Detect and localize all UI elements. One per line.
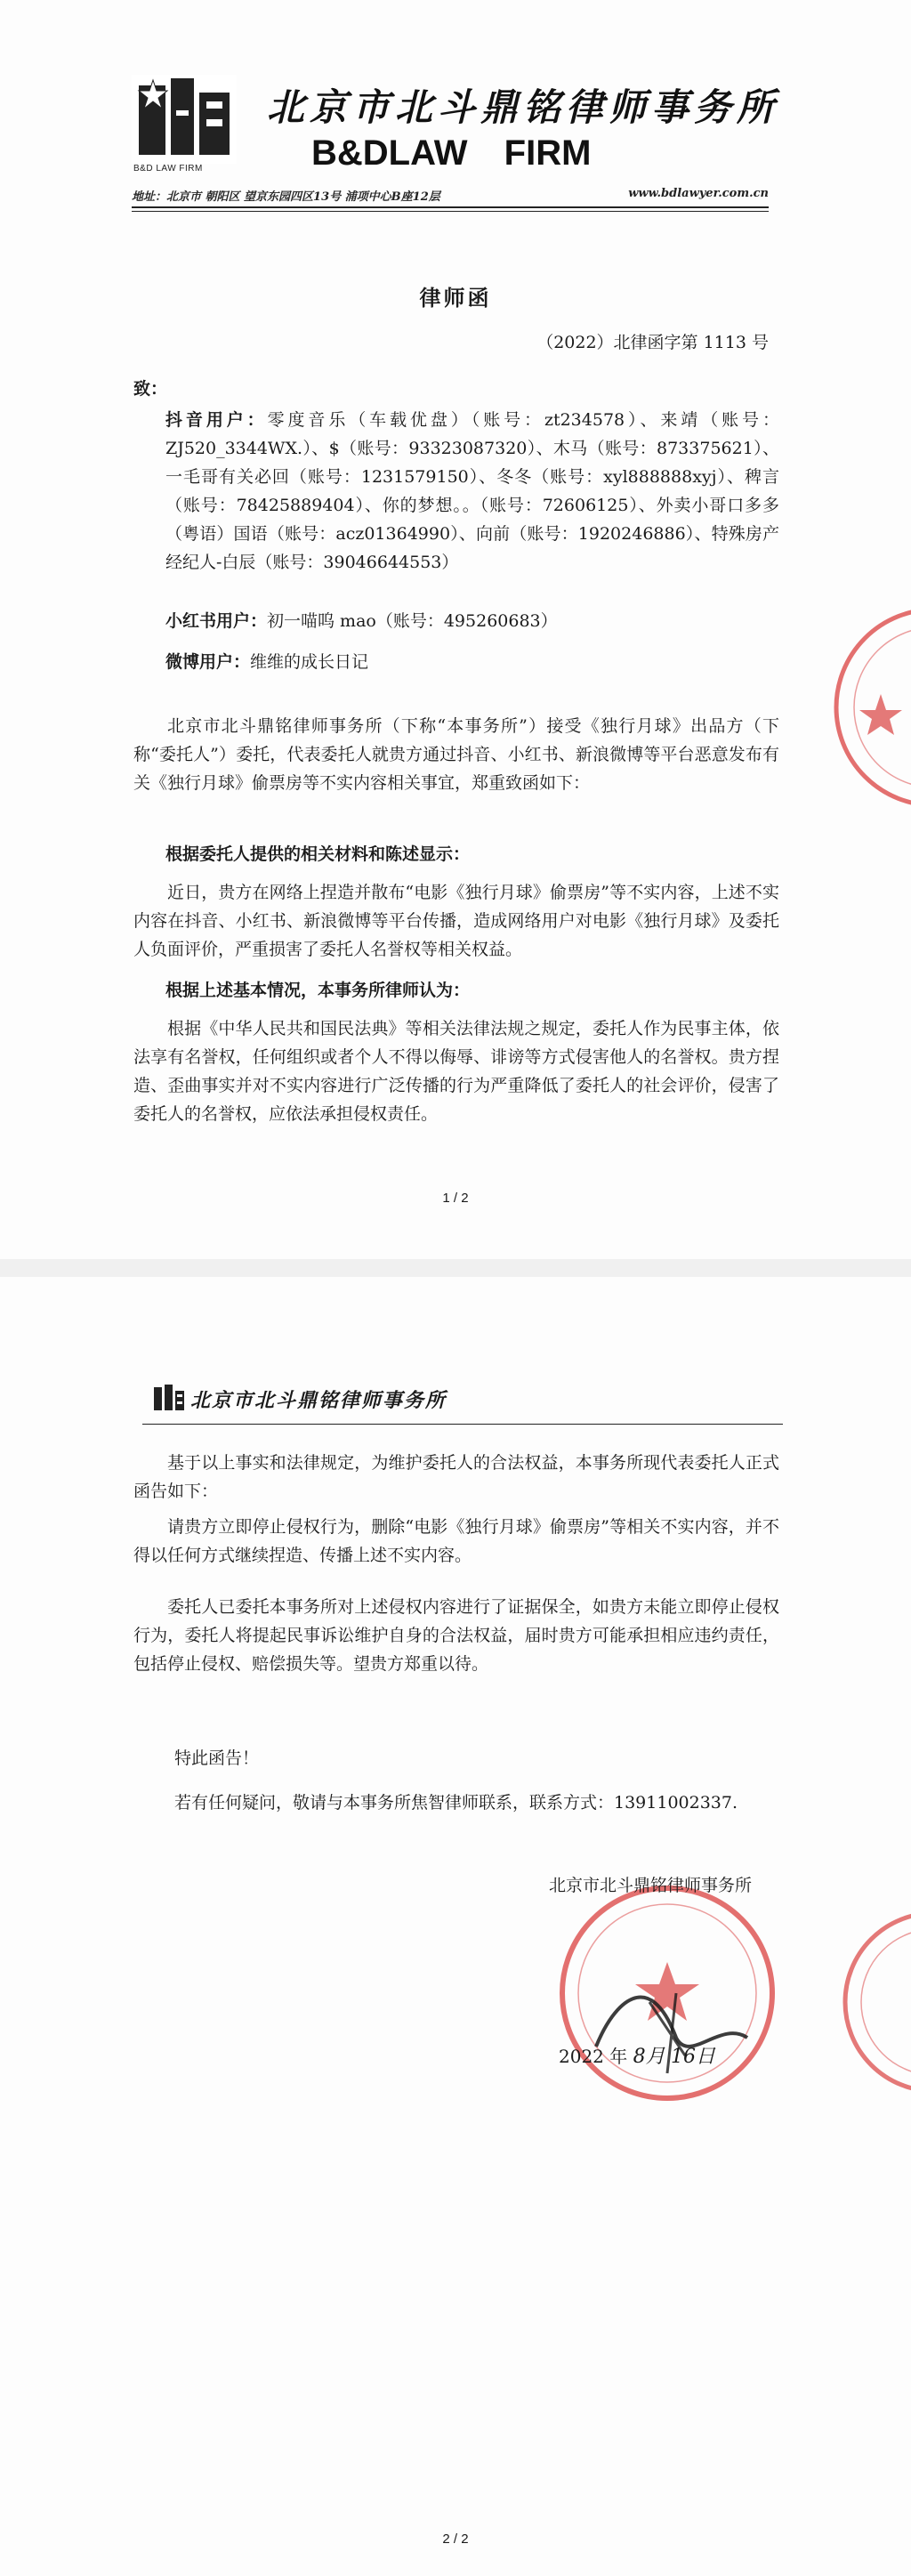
intro-paragraph: 北京市北斗鼎铭律师事务所（下称“本事务所”）接受《独行月球》出品方（下称“委托人”）委托，代表委托人就贵方通过抖音、小红书、新浪微博等平台恶意发布有关《独行月球》偷票房等不实内容相关事宜，郑重致函如下：: [133, 716, 779, 793]
firm-logo-small-icon: [153, 1384, 185, 1412]
heading-materials: 根据委托人提供的相关材料和陈述显示：: [165, 844, 471, 864]
signature-firm-name: 北京市北斗鼎铭律师事务所: [549, 1876, 753, 1895]
date-day: 16日: [670, 2046, 715, 2068]
xhs-label: 小红书用户：: [165, 611, 268, 631]
xhs-text: 初一喵呜 mao（账号：495260683）: [267, 611, 558, 631]
douyin-text: 零度音乐（车载优盘）（账号：zt234578）、来靖（账号：ZJ520_3344WX.）、$（账号：93323087320）、木马（账号：873375621）、一毛哥有关必回（账号：1231579150）、冬冬（账号：xyl888888xyj）、稗言（账号：78425889404）、你的梦想。。（账号：72606125）、外卖小哥口多多（粤语）国语（账号：acz01364990）、向前（账号：1920246886）、特殊房产经纪人-白辰（账号：39046644553）: [165, 410, 779, 572]
header-rule: [132, 206, 769, 208]
facts-paragraph: 近日，贵方在网络上捏造并散布“电影《独行月球》偷票房”等不实内容，上述不实内容在抖音、小红书、新浪微博等平台传播，造成网络用户对电影《独行月球》及委托人负面评价，严重损害了委托人名誉权等相关权益。: [133, 883, 779, 959]
seal-fragment-right-stamp: [827, 1904, 911, 2100]
address-line: [132, 187, 769, 204]
date-year: 2022 年: [559, 2046, 628, 2067]
contact-line: 若有任何疑问，敬请与本事务所焦智律师联系，联系方式：13911002337.: [174, 1793, 738, 1813]
firm-address: 地址：北京市 朝阳区 望京东园四区13号 浦项中心B座12层: [132, 190, 440, 204]
firm-logo-icon: [132, 75, 237, 164]
law-paragraph: 根据《中华人民共和国民法典》等相关法律法规之规定，委托人作为民事主体，依法享有名誉权，任何组织或者个人不得以侮辱、诽谤等方式侵害他人的名誉权。贵方捏造、歪曲事实并对不实内容进行广泛传播的行为严重降低了委托人的社会评价，侵害了委托人的名誉权，应依法承担侵权责任。: [133, 1019, 779, 1124]
firm-name-cn-small: 北京市北斗鼎铭律师事务所: [190, 1389, 447, 1412]
page2-header-rule: [142, 1424, 783, 1425]
date-month: 8月: [633, 2046, 665, 2068]
page-separator: [0, 1259, 911, 1277]
firm-website: www.bdlawyer.com.cn: [628, 187, 769, 200]
douyin-users: [165, 406, 779, 577]
douyin-label: 抖音用户：: [165, 410, 268, 430]
signature-date: [559, 2041, 715, 2069]
closing-line: 特此函告！: [174, 1748, 260, 1768]
demand-paragraph: 请贵方立即停止侵权行为，删除“电影《独行月球》偷票房”等相关不实内容，并不得以任何方式继续捏造、传播上述不实内容。: [133, 1517, 779, 1565]
page-number-2: 2 / 2: [442, 2532, 469, 2547]
notice-paragraph: 基于以上事实和法律规定，为维护委托人的合法权益，本事务所现代表委托人正式函告如下：: [133, 1453, 779, 1501]
firm-name-en: B&DLAW FIRM: [311, 133, 592, 173]
letter-title: 律师函: [419, 285, 492, 311]
weibo-users: [165, 648, 811, 676]
weibo-label: 微博用户：: [165, 652, 251, 672]
xhs-users: [165, 607, 811, 635]
to-label: 致：: [133, 379, 168, 399]
seal-fragment-stamp: [810, 605, 911, 810]
header-rule-thin: [132, 211, 769, 212]
weibo-text: 维维的成长日记: [250, 652, 369, 672]
evidence-paragraph: 委托人已委托本事务所对上述侵权内容进行了证据保全，如贵方未能立即停止侵权行为，委托人将提起民事诉讼维护自身的合法权益，届时贵方可能承担相应违约责任，包括停止侵权、赔偿损失等。望贵方郑重以待。: [133, 1597, 779, 1674]
firm-seal-stamp: [543, 1869, 792, 2118]
page-number-1: 1 / 2: [442, 1191, 469, 1206]
letter-number: （2022）北律函字第 1113 号: [536, 333, 769, 352]
firm-name-cn: 北京市北斗鼎铭律师事务所: [267, 85, 780, 129]
logo-caption: B&D LAW FIRM: [133, 164, 203, 174]
heading-opinion: 根据上述基本情况，本事务所律师认为：: [165, 981, 471, 1000]
